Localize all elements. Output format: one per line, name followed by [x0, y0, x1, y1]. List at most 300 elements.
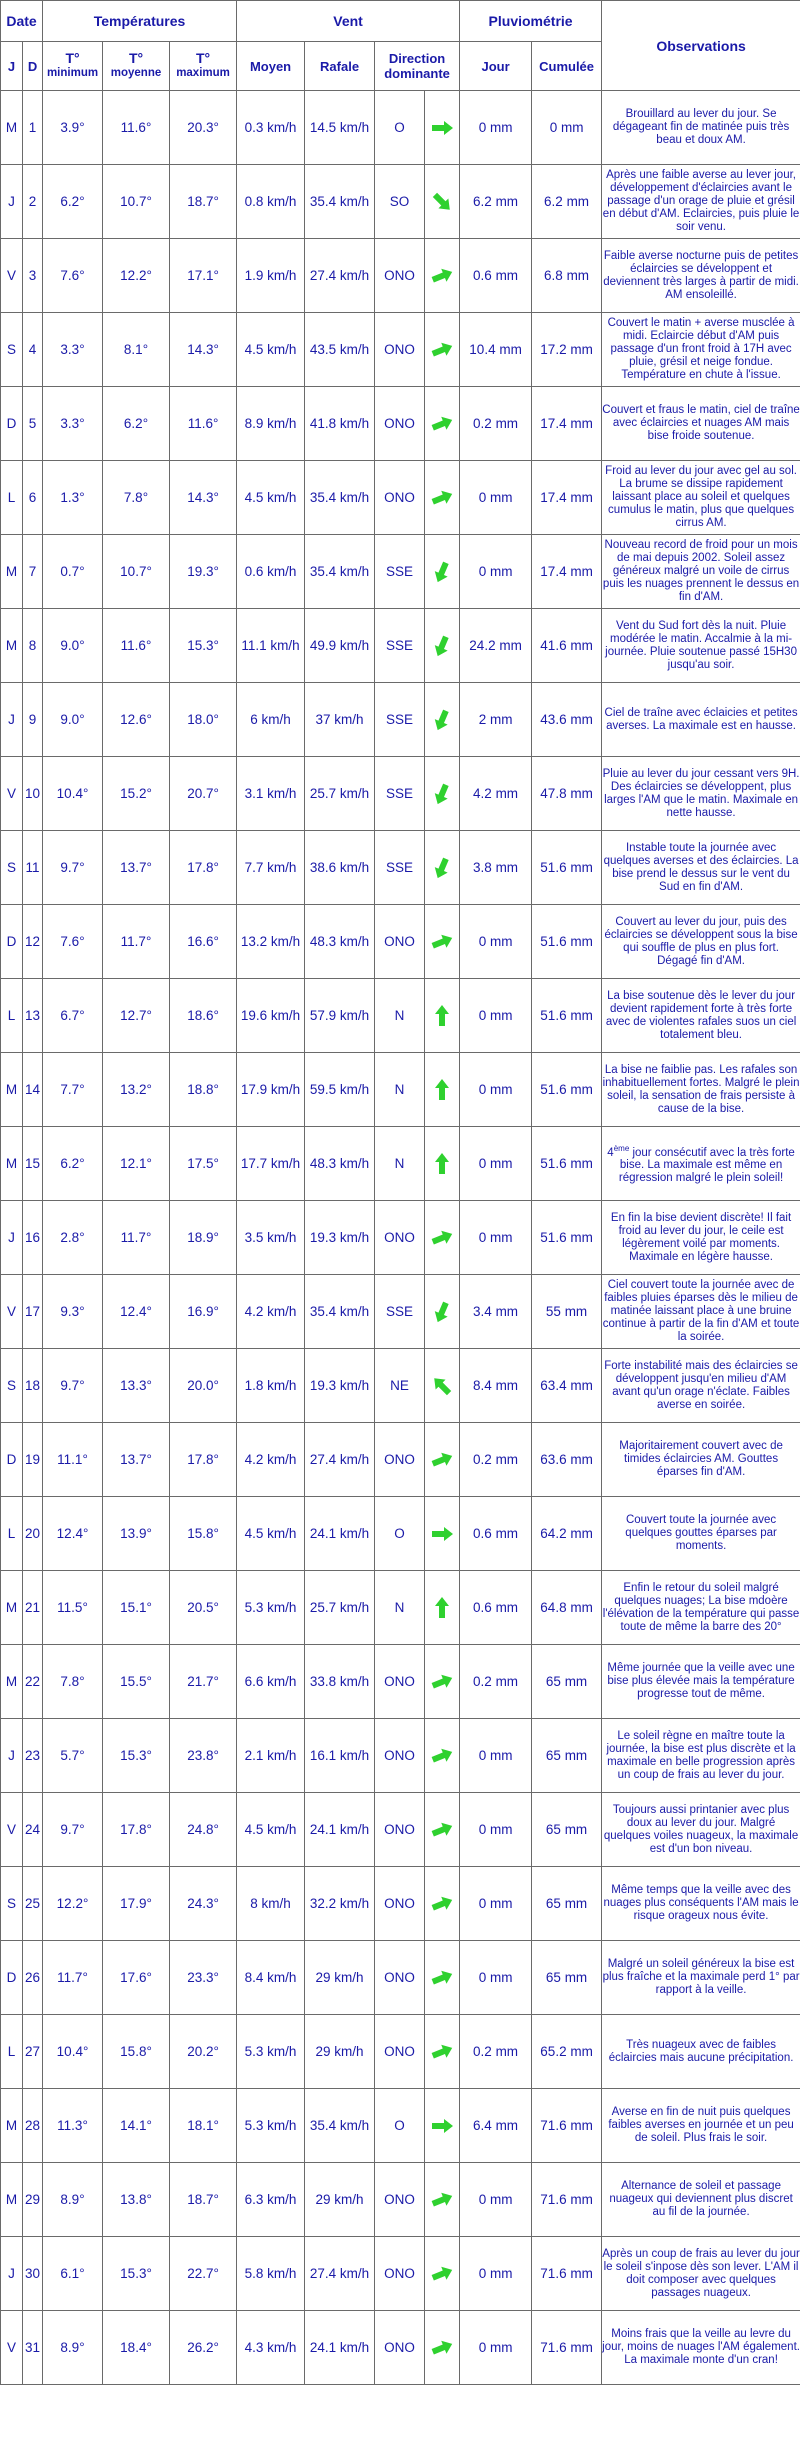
wind-arrow-cell	[425, 2237, 460, 2311]
rain-cumulative: 55 mm	[532, 1275, 602, 1349]
table-row	[1, 1571, 800, 1645]
rain-cumulative: 71.6 mm	[532, 2311, 602, 2385]
day-number: 10	[23, 757, 43, 831]
wind-arrow-shape	[430, 339, 455, 360]
day-number: 31	[23, 2311, 43, 2385]
temp-max: 18.7°	[170, 2163, 237, 2237]
day-letter: D	[1, 1941, 23, 2015]
wind-arrow-cell	[425, 2163, 460, 2237]
wind-direction: ONO	[375, 2163, 425, 2237]
wind-gust: 16.1 km/h	[305, 1719, 375, 1793]
wind-arrow-cell	[425, 1201, 460, 1275]
rain-cumulative: 51.6 mm	[532, 905, 602, 979]
header-vent: Vent	[237, 1, 460, 42]
observation-text: Ciel de traîne avec éclaicies et petites averses. La maximale est en hausse.	[602, 683, 800, 757]
observation-body: jour consécutif avec la très forte bise. La maximale est même en régression malgré le plein soleil!	[618, 1146, 795, 1185]
rain-day: 0.2 mm	[460, 1645, 532, 1719]
temp-max: 17.1°	[170, 239, 237, 313]
rain-cumulative: 64.8 mm	[532, 1571, 602, 1645]
temp-avg: 11.7°	[103, 905, 170, 979]
temp-avg: 12.1°	[103, 1127, 170, 1201]
wind-direction: ONO	[375, 1645, 425, 1719]
day-number: 3	[23, 239, 43, 313]
wind-arrow-cell	[425, 1497, 460, 1571]
wind-arrow-cell	[425, 313, 460, 387]
temp-max: 15.8°	[170, 1497, 237, 1571]
table-row	[1, 1941, 800, 2015]
temp-max: 18.0°	[170, 683, 237, 757]
wind-gust: 49.9 km/h	[305, 609, 375, 683]
day-number: 20	[23, 1497, 43, 1571]
observation-text: Le soleil règne en maître toute la journée, la bise est plus discrète et la maximale en belle progression après un coup de frais au lever du jour.	[602, 1719, 800, 1793]
rain-day: 0 mm	[460, 461, 532, 535]
wind-direction: N	[375, 979, 425, 1053]
day-letter: J	[1, 165, 23, 239]
temp-avg: 8.1°	[103, 313, 170, 387]
table-row	[1, 757, 800, 831]
wind-direction: O	[375, 1497, 425, 1571]
temp-min: 6.1°	[43, 2237, 103, 2311]
wind-gust: 29 km/h	[305, 1941, 375, 2015]
header-date: Date	[1, 1, 43, 42]
day-number: 30	[23, 2237, 43, 2311]
rain-day: 0 mm	[460, 535, 532, 609]
wind-avg: 5.3 km/h	[237, 2089, 305, 2163]
observation-text: La bise soutenue dès le lever du jour devient rapidement forte à très forte avec de violentes rafales suos un ciel totalement bleu.	[602, 979, 800, 1053]
temp-min: 7.6°	[43, 905, 103, 979]
wind-arrow-icon	[429, 2335, 455, 2361]
day-letter: D	[1, 1423, 23, 1497]
day-number: 24	[23, 1793, 43, 1867]
temp-max: 23.3°	[170, 1941, 237, 2015]
wind-arrow-icon	[429, 2261, 455, 2287]
day-letter: S	[1, 831, 23, 905]
wind-gust: 27.4 km/h	[305, 2237, 375, 2311]
day-number: 4	[23, 313, 43, 387]
header-jour: Jour	[460, 42, 532, 91]
wind-direction: N	[375, 1127, 425, 1201]
wind-arrow-icon	[429, 337, 455, 363]
rain-cumulative: 65.2 mm	[532, 2015, 602, 2089]
wind-avg: 2.1 km/h	[237, 1719, 305, 1793]
observation-text: Froid au lever du jour avec gel au sol. La brume se dissipe rapidement laissant place au soleil et quelques cumulus le matin, plus que quelques cirrus AM.	[602, 461, 800, 535]
wind-avg: 4.5 km/h	[237, 461, 305, 535]
temp-max: 15.3°	[170, 609, 237, 683]
wind-arrow-cell	[425, 1349, 460, 1423]
rain-cumulative: 41.6 mm	[532, 609, 602, 683]
temp-max: 16.9°	[170, 1275, 237, 1349]
temp-min: 11.5°	[43, 1571, 103, 1645]
temp-min: 7.6°	[43, 239, 103, 313]
temp-min: 9.7°	[43, 1349, 103, 1423]
day-letter: S	[1, 1867, 23, 1941]
wind-arrow-shape	[430, 1671, 455, 1692]
wind-arrow-cell	[425, 1571, 460, 1645]
rain-day: 0.2 mm	[460, 1423, 532, 1497]
temp-min: 11.7°	[43, 1941, 103, 2015]
wind-arrow-shape	[430, 189, 455, 214]
wind-arrow-icon	[429, 1595, 455, 1621]
wind-arrow-cell	[425, 905, 460, 979]
day-letter: V	[1, 1793, 23, 1867]
wind-gust: 59.5 km/h	[305, 1053, 375, 1127]
wind-gust: 29 km/h	[305, 2015, 375, 2089]
rain-cumulative: 17.4 mm	[532, 535, 602, 609]
wind-arrow-icon	[429, 485, 455, 511]
day-number: 27	[23, 2015, 43, 2089]
temp-avg: 13.7°	[103, 1423, 170, 1497]
day-letter: D	[1, 387, 23, 461]
table-row	[1, 831, 800, 905]
wind-arrow-cell	[425, 1645, 460, 1719]
wind-direction: SSE	[375, 683, 425, 757]
day-number: 11	[23, 831, 43, 905]
header-observations: Observations	[602, 1, 800, 91]
day-letter: M	[1, 535, 23, 609]
wind-gust: 38.6 km/h	[305, 831, 375, 905]
rain-cumulative: 51.6 mm	[532, 831, 602, 905]
wind-arrow-shape	[431, 1300, 452, 1325]
temp-max: 18.9°	[170, 1201, 237, 1275]
day-number: 12	[23, 905, 43, 979]
wind-arrow-cell	[425, 387, 460, 461]
wind-gust: 35.4 km/h	[305, 2089, 375, 2163]
wind-gust: 37 km/h	[305, 683, 375, 757]
rain-day: 0 mm	[460, 1719, 532, 1793]
rain-cumulative: 47.8 mm	[532, 757, 602, 831]
temp-max: 17.8°	[170, 831, 237, 905]
temp-min: 12.4°	[43, 1497, 103, 1571]
wind-direction: N	[375, 1053, 425, 1127]
wind-direction: SSE	[375, 535, 425, 609]
table-row	[1, 1645, 800, 1719]
table-row	[1, 461, 800, 535]
temp-min: 3.3°	[43, 313, 103, 387]
day-letter: S	[1, 313, 23, 387]
wind-arrow-shape	[430, 1819, 455, 1840]
wind-arrow-cell	[425, 831, 460, 905]
wind-gust: 43.5 km/h	[305, 313, 375, 387]
wind-avg: 4.3 km/h	[237, 2311, 305, 2385]
day-letter: L	[1, 979, 23, 1053]
wind-avg: 3.5 km/h	[237, 1201, 305, 1275]
observation-text: Couvert et fraus le matin, ciel de traîne avec éclaircies et nuages AM mais bise froide soutenue.	[602, 387, 800, 461]
table-row	[1, 609, 800, 683]
wind-direction: ONO	[375, 1941, 425, 2015]
day-number: 16	[23, 1201, 43, 1275]
wind-arrow-icon	[429, 633, 455, 659]
header-d: D	[23, 42, 43, 91]
day-letter: M	[1, 2089, 23, 2163]
table-row	[1, 905, 800, 979]
table-row	[1, 239, 800, 313]
wind-gust: 57.9 km/h	[305, 979, 375, 1053]
wind-arrow-icon	[429, 2039, 455, 2065]
temp-min: 9.3°	[43, 1275, 103, 1349]
wind-arrow-cell	[425, 2089, 460, 2163]
temp-avg: 12.2°	[103, 239, 170, 313]
observation-ordinal-suffix: ème	[613, 1143, 630, 1153]
wind-avg: 13.2 km/h	[237, 905, 305, 979]
rain-day: 0.2 mm	[460, 387, 532, 461]
wind-arrow-cell	[425, 1719, 460, 1793]
wind-arrow-shape	[430, 413, 455, 434]
rain-day: 0.2 mm	[460, 2015, 532, 2089]
wind-gust: 35.4 km/h	[305, 461, 375, 535]
day-number: 22	[23, 1645, 43, 1719]
rain-cumulative: 63.4 mm	[532, 1349, 602, 1423]
wind-arrow-icon	[429, 1225, 455, 1251]
wind-arrow-cell	[425, 2015, 460, 2089]
rain-cumulative: 71.6 mm	[532, 2237, 602, 2311]
wind-avg: 4.5 km/h	[237, 313, 305, 387]
wind-gust: 35.4 km/h	[305, 535, 375, 609]
rain-day: 0.6 mm	[460, 1571, 532, 1645]
day-letter: L	[1, 1497, 23, 1571]
wind-gust: 24.1 km/h	[305, 1793, 375, 1867]
temp-avg: 14.1°	[103, 2089, 170, 2163]
wind-arrow-cell	[425, 461, 460, 535]
temp-min: 9.0°	[43, 609, 103, 683]
day-letter: M	[1, 1053, 23, 1127]
day-letter: J	[1, 1201, 23, 1275]
observation-ordinal: 4	[607, 1146, 614, 1159]
rain-day: 3.4 mm	[460, 1275, 532, 1349]
wind-direction: ONO	[375, 461, 425, 535]
rain-day: 0 mm	[460, 1127, 532, 1201]
temp-avg: 15.2°	[103, 757, 170, 831]
day-letter: M	[1, 1571, 23, 1645]
day-number: 14	[23, 1053, 43, 1127]
wind-arrow-shape	[430, 1449, 455, 1470]
temp-max: 21.7°	[170, 1645, 237, 1719]
wind-gust: 27.4 km/h	[305, 1423, 375, 1497]
temp-avg: 17.9°	[103, 1867, 170, 1941]
wind-gust: 25.7 km/h	[305, 757, 375, 831]
temp-min: 0.7°	[43, 535, 103, 609]
wind-arrow-icon	[429, 2113, 455, 2139]
wind-arrow-shape	[435, 1153, 449, 1174]
wind-arrow-cell	[425, 1867, 460, 1941]
table-row	[1, 1349, 800, 1423]
wind-arrow-cell	[425, 683, 460, 757]
wind-direction: N	[375, 1571, 425, 1645]
wind-gust: 33.8 km/h	[305, 1645, 375, 1719]
rain-day: 4.2 mm	[460, 757, 532, 831]
observation-text: Malgré un soleil généreux la bise est plus fraîche et la maximale perd 1° par rapport à la veille.	[602, 1941, 800, 2015]
observation-text: Pluie au lever du jour cessant vers 9H. Des éclaircies se développent, plus larges l'AM que le matin. Maximale en nette hausse.	[602, 757, 800, 831]
wind-direction: ONO	[375, 2311, 425, 2385]
wind-direction: O	[375, 2089, 425, 2163]
temp-max: 20.2°	[170, 2015, 237, 2089]
wind-direction: ONO	[375, 905, 425, 979]
rain-day: 0 mm	[460, 2163, 532, 2237]
day-letter: M	[1, 609, 23, 683]
table-row	[1, 2015, 800, 2089]
wind-arrow-icon	[429, 855, 455, 881]
wind-arrow-icon	[429, 1447, 455, 1473]
temp-max: 17.5°	[170, 1127, 237, 1201]
header-tmin-label: minimum	[46, 67, 99, 79]
header-cumulee: Cumulée	[532, 42, 602, 91]
rain-cumulative: 64.2 mm	[532, 1497, 602, 1571]
day-number: 15	[23, 1127, 43, 1201]
observation-text: Enfin le retour du soleil malgré quelques nuages; La bise mdoère l'élévation de la température qui passe toute de même la barre des 20°	[602, 1571, 800, 1645]
wind-gust: 25.7 km/h	[305, 1571, 375, 1645]
day-number: 23	[23, 1719, 43, 1793]
wind-arrow-cell	[425, 2311, 460, 2385]
day-letter: V	[1, 757, 23, 831]
wind-arrow-shape	[431, 782, 452, 807]
observation-text: En fin la bise devient discrète! Il fait froid au lever du jour, le ceile est légèrement voilé par moments. Maximale en légère hausse.	[602, 1201, 800, 1275]
temp-min: 2.8°	[43, 1201, 103, 1275]
wind-arrow-shape	[430, 931, 455, 952]
temp-max: 14.3°	[170, 313, 237, 387]
wind-gust: 24.1 km/h	[305, 1497, 375, 1571]
temp-min: 6.2°	[43, 1127, 103, 1201]
wind-direction: ONO	[375, 313, 425, 387]
wind-arrow-shape	[430, 1745, 455, 1766]
header-tmoy-label: moyenne	[110, 67, 162, 79]
rain-cumulative: 65 mm	[532, 1793, 602, 1867]
wind-direction: NE	[375, 1349, 425, 1423]
day-letter: M	[1, 1645, 23, 1719]
wind-arrow-shape	[435, 1005, 449, 1026]
wind-arrow-shape	[431, 634, 452, 659]
observation-text: Très nuageux avec de faibles éclaircies mais aucune précipitation.	[602, 2015, 800, 2089]
table-row	[1, 1719, 800, 1793]
table-row	[1, 1053, 800, 1127]
wind-arrow-icon	[429, 263, 455, 289]
day-number: 26	[23, 1941, 43, 2015]
rain-day: 0 mm	[460, 979, 532, 1053]
observation-text: Après une faible averse au lever jour, développement d'éclaircies avant le passage d'un orage de pluie et grésil en début d'AM. Eclaircies, puis pluie le soir venu.	[602, 165, 800, 239]
wind-arrow-icon	[429, 1669, 455, 1695]
wind-avg: 0.3 km/h	[237, 91, 305, 165]
temp-max: 18.7°	[170, 165, 237, 239]
wind-arrow-icon	[429, 1299, 455, 1325]
temp-max: 18.8°	[170, 1053, 237, 1127]
rain-day: 0 mm	[460, 1053, 532, 1127]
wind-arrow-cell	[425, 165, 460, 239]
wind-avg: 17.9 km/h	[237, 1053, 305, 1127]
wind-gust: 19.3 km/h	[305, 1201, 375, 1275]
day-number: 2	[23, 165, 43, 239]
rain-cumulative: 65 mm	[532, 1645, 602, 1719]
temp-max: 19.3°	[170, 535, 237, 609]
day-number: 19	[23, 1423, 43, 1497]
header-tmin	[43, 42, 103, 91]
wind-arrow-cell	[425, 1275, 460, 1349]
rain-day: 0 mm	[460, 905, 532, 979]
wind-gust: 32.2 km/h	[305, 1867, 375, 1941]
temp-min: 6.7°	[43, 979, 103, 1053]
wind-gust: 41.8 km/h	[305, 387, 375, 461]
table-body	[1, 91, 800, 2385]
wind-arrow-shape	[431, 708, 452, 733]
wind-arrow-icon	[429, 1373, 455, 1399]
wind-avg: 3.1 km/h	[237, 757, 305, 831]
day-letter: L	[1, 2015, 23, 2089]
rain-cumulative: 63.6 mm	[532, 1423, 602, 1497]
wind-avg: 0.6 km/h	[237, 535, 305, 609]
temp-avg: 12.6°	[103, 683, 170, 757]
wind-arrow-icon	[429, 115, 455, 141]
temp-min: 7.8°	[43, 1645, 103, 1719]
day-letter: D	[1, 905, 23, 979]
wind-avg: 11.1 km/h	[237, 609, 305, 683]
wind-arrow-icon	[429, 1817, 455, 1843]
temp-avg: 13.8°	[103, 2163, 170, 2237]
wind-arrow-shape	[435, 1079, 449, 1100]
day-number: 21	[23, 1571, 43, 1645]
wind-arrow-cell	[425, 535, 460, 609]
day-number: 25	[23, 1867, 43, 1941]
rain-day: 0 mm	[460, 1793, 532, 1867]
wind-avg: 4.5 km/h	[237, 1793, 305, 1867]
wind-avg: 0.8 km/h	[237, 165, 305, 239]
table-row	[1, 1127, 800, 1201]
header-pluviometrie: Pluviométrie	[460, 1, 602, 42]
observation-text: Moins frais que la veille au levre du jour, moins de nuages l'AM également. La maximale monte d'un cran!	[602, 2311, 800, 2385]
wind-arrow-shape	[430, 1967, 455, 1988]
wind-arrow-shape	[430, 2337, 455, 2358]
wind-arrow-cell	[425, 609, 460, 683]
temp-min: 5.7°	[43, 1719, 103, 1793]
temp-avg: 15.3°	[103, 1719, 170, 1793]
temp-min: 7.7°	[43, 1053, 103, 1127]
day-letter: V	[1, 239, 23, 313]
wind-gust: 27.4 km/h	[305, 239, 375, 313]
temp-max: 18.6°	[170, 979, 237, 1053]
wind-arrow-icon	[429, 1891, 455, 1917]
wind-arrow-cell	[425, 1423, 460, 1497]
rain-cumulative: 17.4 mm	[532, 461, 602, 535]
day-letter: J	[1, 1719, 23, 1793]
rain-cumulative: 51.6 mm	[532, 1201, 602, 1275]
wind-arrow-cell	[425, 239, 460, 313]
wind-direction: ONO	[375, 1201, 425, 1275]
wind-direction: ONO	[375, 2237, 425, 2311]
rain-cumulative: 6.2 mm	[532, 165, 602, 239]
rain-day: 0.6 mm	[460, 1497, 532, 1571]
observation-text: Même temps que la veille avec des nuages plus conséquents l'AM mais le risque orageux nous évite.	[602, 1867, 800, 1941]
day-letter: V	[1, 1275, 23, 1349]
temp-max: 20.5°	[170, 1571, 237, 1645]
day-number: 6	[23, 461, 43, 535]
wind-direction: SSE	[375, 831, 425, 905]
wind-arrow-shape	[432, 121, 453, 135]
temp-max: 17.8°	[170, 1423, 237, 1497]
wind-arrow-shape	[432, 2119, 453, 2133]
temp-max: 14.3°	[170, 461, 237, 535]
wind-avg: 5.8 km/h	[237, 2237, 305, 2311]
temp-max: 20.0°	[170, 1349, 237, 1423]
table-row	[1, 1867, 800, 1941]
wind-avg: 1.8 km/h	[237, 1349, 305, 1423]
table-row	[1, 683, 800, 757]
wind-direction: SSE	[375, 757, 425, 831]
wind-avg: 19.6 km/h	[237, 979, 305, 1053]
day-number: 9	[23, 683, 43, 757]
wind-direction: SO	[375, 165, 425, 239]
temp-avg: 15.5°	[103, 1645, 170, 1719]
observation-text: Couvert le matin + averse musclée à midi. Eclaircie début d'AM puis passage d'un front froid à 17H avec pluie, grésil et neige fondue. Température en chute à l'issue.	[602, 313, 800, 387]
wind-avg: 5.3 km/h	[237, 1571, 305, 1645]
temp-avg: 13.3°	[103, 1349, 170, 1423]
rain-day: 0 mm	[460, 1201, 532, 1275]
wind-arrow-shape	[430, 2263, 455, 2284]
